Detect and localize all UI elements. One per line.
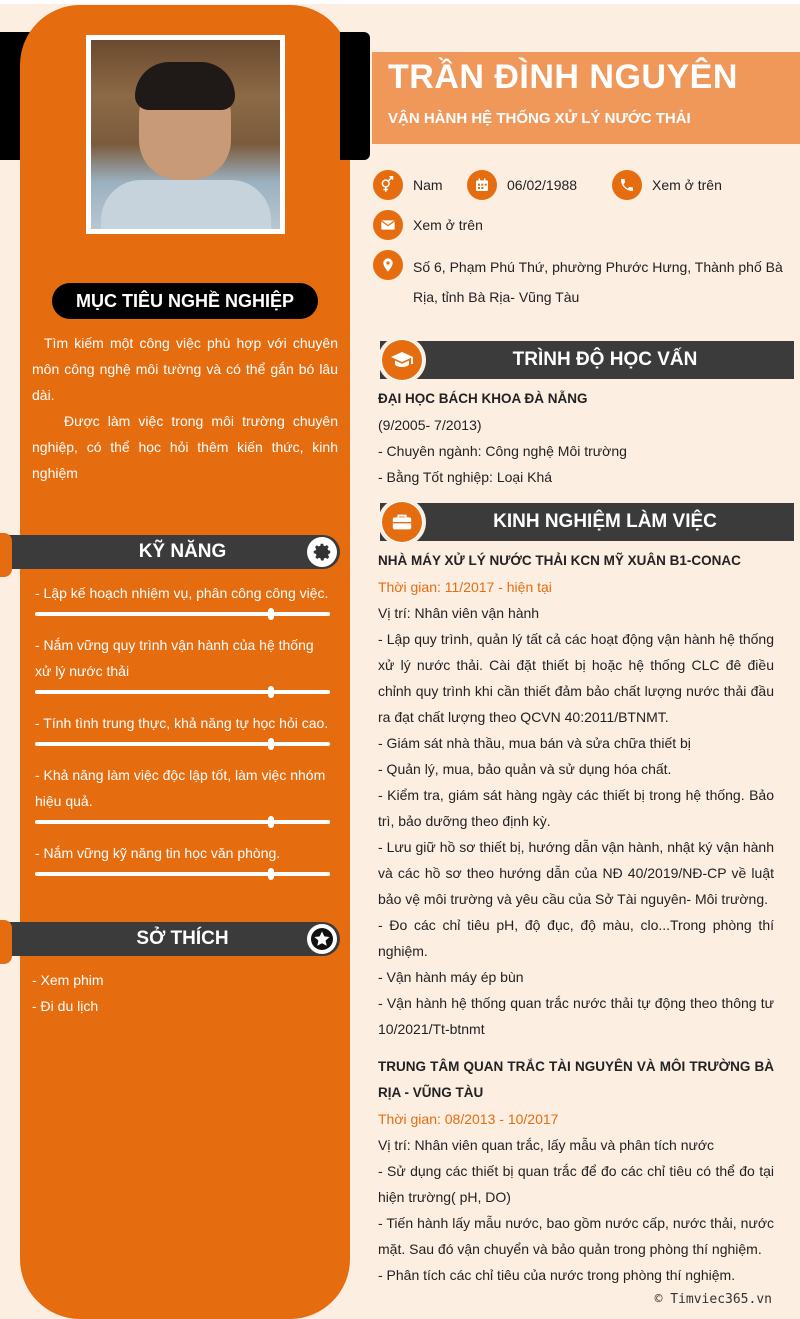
education-badge: [378, 336, 426, 384]
job-duty: - Giám sát nhà thầu, mua bán và sửa chữa thiết bị: [378, 735, 691, 751]
objective-paragraph: Được làm việc trong môi trường chuyên nghiệp, có thể học hỏi thêm kiến thức, kinh nghiệm: [32, 413, 338, 481]
avatar-hair: [135, 62, 235, 110]
email-icon: [373, 210, 403, 240]
location-icon: [373, 250, 403, 280]
skill-item: [35, 840, 330, 876]
skill-item: [35, 710, 330, 746]
avatar-photo: [91, 40, 280, 229]
experience-badge: [378, 498, 426, 546]
job-duty: - Quản lý, mua, bảo quản và sử dụng hóa chất.: [378, 761, 672, 777]
top-strip: [0, 0, 800, 4]
skill-knob: [268, 868, 274, 880]
experience-job-2: [378, 1054, 774, 1288]
skills-list: [35, 580, 330, 892]
address-value: Số 6, Phạm Phú Thứ, phường Phước Hưng, Thành phố Bà Rịa, tỉnh Bà Rịa- Vũng Tàu: [413, 259, 783, 305]
skill-bar: [35, 612, 330, 616]
avatar-shirt: [101, 180, 271, 229]
experience-title: KINH NGHIỆM LÀM VIỆC: [493, 511, 717, 532]
job-role: Vị trí: Nhân viên vận hành: [378, 605, 540, 621]
job-duty: - Đo các chỉ tiêu pH, độ đục, độ màu, clo...Trong phòng thí nghiệm.: [378, 917, 774, 959]
skill-item: [35, 762, 330, 824]
skill-text: - Lập kế hoạch nhiệm vụ, phân công công việc.: [35, 585, 329, 601]
hobby-item: - Xem phim: [32, 972, 104, 988]
job-duty: - Tiến hành lấy mẫu nước, bao gồm nước cấp, nước thải, nước mặt. Sau đó vận chuyển và bảo quản trong phòng thí nghiệm.: [378, 1215, 774, 1257]
skill-item: [35, 580, 330, 616]
job-duty: - Vận hành máy ép bùn: [378, 969, 524, 985]
skill-text: - Tính tình trung thực, khả năng tự học hỏi cao.: [35, 715, 329, 731]
job-period: Thời gian: 08/2013 - 10/2017: [378, 1111, 559, 1127]
education-block: [378, 386, 774, 490]
company-name: TRUNG TÂM QUAN TRẮC TÀI NGUYÊN VÀ MÔI TRƯỜNG BÀ RỊA - VŨNG TÀU: [378, 1059, 774, 1100]
education-period: (9/2005- 7/2013): [378, 417, 482, 433]
school-name: ĐẠI HỌC BÁCH KHOA ĐÀ NẴNG: [378, 391, 588, 406]
star-icon: [307, 924, 337, 954]
skill-knob: [268, 738, 274, 750]
decor-tab-mid: [340, 32, 370, 160]
gender-icon: [373, 170, 403, 200]
education-major: - Chuyên ngành: Công nghệ Môi trường: [378, 443, 627, 459]
hobbies-list: [32, 967, 104, 1019]
objective-text: [32, 330, 338, 486]
skill-text: - Nắm vững quy trình vận hành của hệ thống xử lý nước thải: [35, 637, 314, 679]
skill-bar: [35, 690, 330, 694]
education-title: TRÌNH ĐỘ HỌC VẤN: [512, 349, 698, 370]
skill-bar: [35, 872, 330, 876]
avatar: [86, 35, 285, 234]
company-name: NHÀ MÁY XỬ LÝ NƯỚC THẢI KCN MỸ XUÂN B1-CONAC: [378, 553, 741, 568]
skills-header: [0, 535, 340, 569]
birthday-value: 06/02/1988: [507, 177, 578, 193]
gender-value: Nam: [413, 177, 443, 193]
experience-header: [380, 503, 794, 541]
job-role: Vị trí: Nhân viên quan trắc, lấy mẫu và phân tích nước: [378, 1137, 715, 1153]
education-header: [380, 341, 794, 379]
skill-text: - Nắm vững kỹ năng tin học văn phòng.: [35, 845, 281, 861]
phone-value: Xem ở trên: [652, 177, 722, 193]
skill-bar: [35, 742, 330, 746]
objective-paragraph: Tìm kiếm một công việc phù hợp với chuyên môn công nghệ môi tường và có thể gắn bó lâu dài.: [32, 335, 338, 403]
job-period: Thời gian: 11/2017 - hiện tại: [378, 579, 552, 595]
education-degree: - Bằng Tốt nghiệp: Loại Khá: [378, 469, 553, 485]
email-value: Xem ở trên: [413, 217, 483, 233]
skill-item: [35, 632, 330, 694]
phone-icon: [612, 170, 642, 200]
job-duty: - Sử dụng các thiết bị quan trắc để đo các chỉ tiêu có thể đo tại hiện trường( pH, DO): [378, 1163, 774, 1205]
name-banner: [372, 52, 800, 144]
briefcase-icon: [382, 502, 422, 542]
gear-icon: [307, 537, 337, 567]
skill-knob: [268, 608, 274, 620]
job-duty: - Vận hành hệ thống quan trắc nước thải tự động theo thông tư 10/2021/Tt-btnmt: [378, 995, 774, 1037]
skill-text: - Khả năng làm việc độc lập tốt, làm việc nhóm hiệu quả.: [35, 767, 326, 809]
footer-credit[interactable]: © Timviec365.vn: [654, 1292, 772, 1307]
candidate-name: TRẦN ĐÌNH NGUYÊN: [388, 58, 738, 96]
skill-knob: [268, 816, 274, 828]
skill-knob: [268, 686, 274, 698]
job-duty: - Kiểm tra, giám sát hàng ngày các thiết bị trong hệ thống. Bảo trì, bảo dưỡng theo định kỳ.: [378, 787, 774, 829]
job-duty: - Lưu giữ hồ sơ thiết bị, hướng dẫn vận hành, nhật ký vận hành và các hồ sơ theo hướng dẫn của NĐ 40/2019/NĐ-CP về luật bảo vệ môi trường và yêu cầu của Sở Tài nguyên- Môi trường.: [378, 839, 774, 907]
job-duty: - Phân tích các chỉ tiêu của nước trong phòng thí nghiệm.: [378, 1267, 736, 1283]
calendar-icon: [467, 170, 497, 200]
objective-title: MỤC TIÊU NGHỀ NGHIỆP: [52, 283, 318, 319]
skill-bar: [35, 820, 330, 824]
skills-title: KỸ NĂNG: [138, 541, 227, 562]
candidate-position: VẬN HÀNH HỆ THỐNG XỬ LÝ NƯỚC THẢI: [388, 110, 691, 127]
hobbies-title: SỞ THÍCH: [136, 928, 229, 949]
hobby-item: - Đi du lịch: [32, 998, 99, 1014]
experience-job-1: [378, 548, 774, 1042]
job-duty: - Lập quy trình, quản lý tất cả các hoạt động vận hành hệ thống xử lý nước thải. Cài đặt thiết bị hoặc hệ thống CLC đê điều chỉnh quy trình khi cần thiết đảm bảo chất lượng nước thải đầu ra đạt chất lượng theo QCVN 40:2011/BTNMT.: [378, 631, 774, 725]
hobbies-header: [0, 922, 340, 956]
graduation-cap-icon: [382, 340, 422, 380]
